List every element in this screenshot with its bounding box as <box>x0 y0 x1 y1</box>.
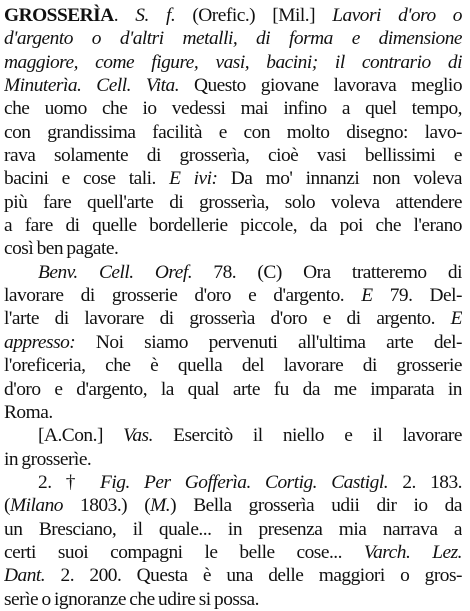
entry-text: rava solamente di grosserìa, cioè vasi bellissimi e <box>4 145 462 167</box>
entry-line <box>4 378 462 401</box>
entry-text: lavorare di grosserie d'oro e d'argento. <box>4 285 362 307</box>
entry-line <box>4 261 462 284</box>
entry-text: (Orefic.) [Mil.] <box>175 5 333 26</box>
entry-text: a fare di quelle bordellerie piccole, da poi che l'erano <box>4 215 462 237</box>
entry-line <box>4 97 462 120</box>
entry-line <box>4 424 462 447</box>
entry-text: ( <box>4 495 10 517</box>
entry-text: . <box>113 5 136 26</box>
entry-line <box>4 4 462 27</box>
entry-text: 2. 200. Questa è una delle maggiori o gros- <box>45 565 462 587</box>
dictionary-entry <box>4 4 462 610</box>
entry-line <box>4 144 462 167</box>
entry-text: 79. Del- <box>372 285 462 307</box>
italic-text: Fig. Per Gofferìa. Cortig. Castigl. <box>100 471 389 493</box>
italic-text: Minuterìa. Cell. Vita. <box>4 75 180 97</box>
entry-text: Esercitò il niello e il lavorare <box>152 425 462 447</box>
entry-text: l'arte di lavorare di grosserìa d'oro e di argento. <box>4 308 451 330</box>
entry-line <box>4 588 462 611</box>
entry-text: 78. (C) Ora tratteremo di <box>192 261 462 283</box>
italic-text: appresso: <box>4 331 76 353</box>
entry-line <box>4 494 462 517</box>
italic-text: E <box>361 285 373 307</box>
entry-line <box>4 541 462 564</box>
entry-text: 1803.) ( <box>62 495 151 517</box>
entry-line <box>4 27 462 50</box>
entry-text: 2. 183. <box>388 471 462 493</box>
entry-text: serìe o ignoranze che udire si possa. <box>4 588 259 610</box>
italic-text: Vas. <box>123 425 153 447</box>
italic-text: E <box>450 308 462 330</box>
italic-text: Milano <box>9 495 63 517</box>
italic-text: maggiore, come figure, vasi, bacini; il contrario di <box>4 51 462 73</box>
entry-line <box>4 307 462 330</box>
entry-text: che uomo che io vedessi mai infino a quel tempo, <box>4 98 462 120</box>
entry-line <box>4 214 462 237</box>
entry-text: 2. † <box>38 471 101 493</box>
headword: GROSSERÌA <box>4 5 114 26</box>
entry-line <box>4 471 462 494</box>
italic-text: Benv. Cell. Oref. <box>38 261 193 283</box>
entry-text: Da mo' innanzi non voleva <box>217 168 462 190</box>
entry-line <box>4 191 462 214</box>
italic-text: S. f. <box>135 5 176 26</box>
entry-text: ) Bella grosserìa udii dir io da <box>170 495 462 517</box>
italic-text: Dant. <box>4 565 46 587</box>
italic-text: M. <box>150 495 171 517</box>
entry-text: in grosserìe. <box>4 448 92 470</box>
entry-text: Roma. <box>4 401 53 423</box>
entry-text: l'oreficeria, che è quella del lavorare di grosserie <box>4 355 462 377</box>
entry-line <box>4 74 462 97</box>
italic-text: d'argento o d'altri metalli, di forma e dimensione <box>4 28 462 50</box>
entry-text: un Bresciano, il quale... in presenza mia narrava a <box>4 518 462 540</box>
entry-line <box>4 448 462 471</box>
entry-line <box>4 331 462 354</box>
entry-line <box>4 518 462 541</box>
entry-line <box>4 167 462 190</box>
entry-text: più fare quell'arte di grosserìa, solo voleva attendere <box>4 191 462 213</box>
entry-text: certi suoi compagni le belle cose... <box>4 541 364 563</box>
entry-line <box>4 51 462 74</box>
entry-text: [A.Con.] <box>38 425 124 447</box>
entry-text: con grandissima facilità e con molto disegno: lavo- <box>4 121 462 143</box>
entry-line <box>4 284 462 307</box>
entry-text: così ben pagate. <box>4 238 119 260</box>
italic-text: E ivi: <box>169 168 218 190</box>
italic-text: Varch. Lez. <box>363 541 462 563</box>
entry-line <box>4 237 462 260</box>
entry-line <box>4 401 462 424</box>
entry-text: Noi siamo pervenuti all'ultima arte del- <box>75 331 462 353</box>
entry-line <box>4 121 462 144</box>
entry-text: d'oro e d'argento, la qual arte fu da me imparata in <box>4 378 462 400</box>
entry-text: Questo giovane lavorava meglio <box>179 75 462 97</box>
italic-text: Lavori d'oro o <box>332 5 462 26</box>
entry-text: bacini e cose tali. <box>4 168 170 190</box>
entry-line <box>4 354 462 377</box>
entry-line <box>4 564 462 587</box>
